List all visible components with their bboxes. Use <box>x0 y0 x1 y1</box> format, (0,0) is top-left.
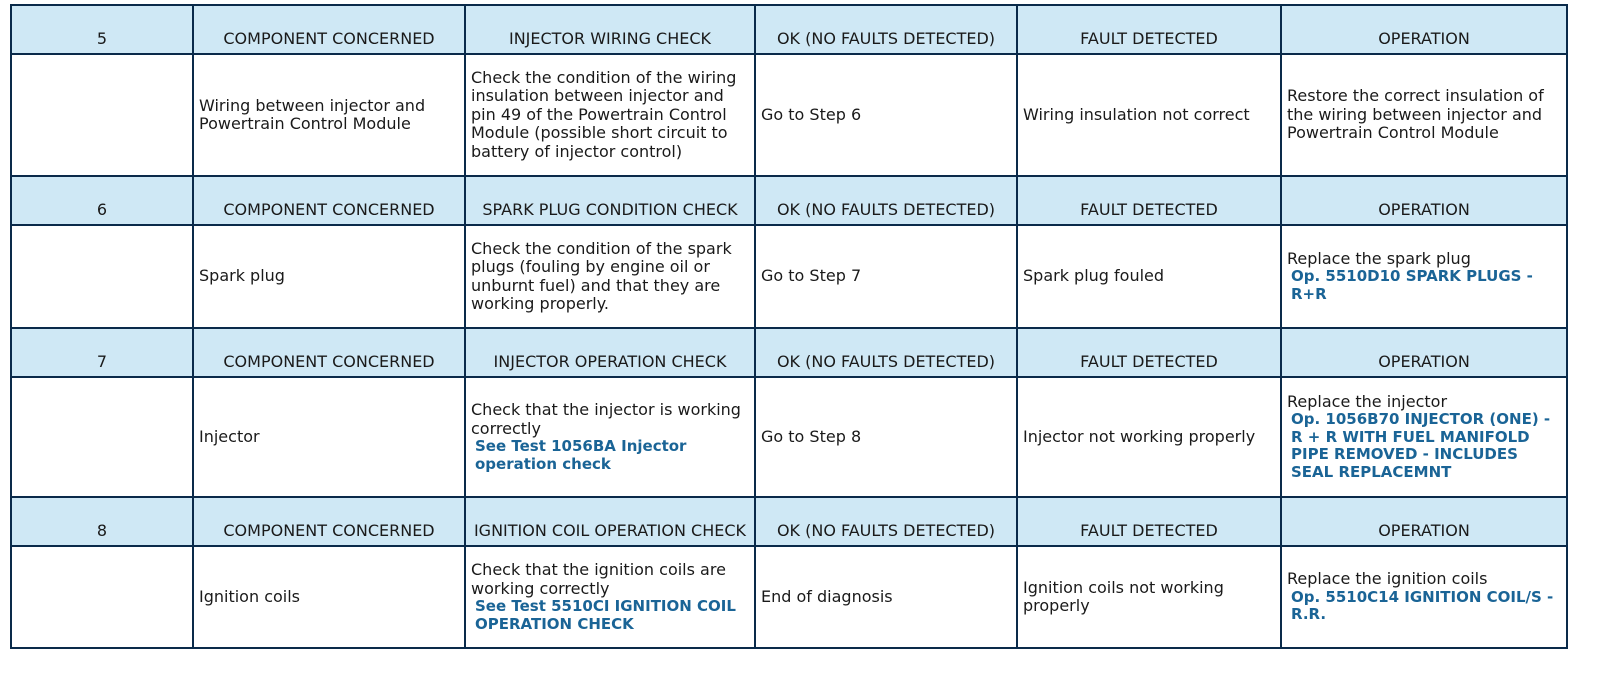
check-text: Check that the injector is working correctly <box>471 400 741 438</box>
ok-cell: Go to Step 6 <box>755 54 1017 176</box>
step-header-row <box>11 497 1567 546</box>
blank-cell <box>11 225 193 328</box>
ok-header: OK (NO FAULTS DETECTED) <box>755 497 1017 546</box>
operation-header: OPERATION <box>1281 5 1567 54</box>
check-text: Check the condition of the wiring insulation between injector and pin 49 of the Powertrain Control Module (possible short circuit to battery of injector control) <box>471 67 737 161</box>
operation-header: OPERATION <box>1281 176 1567 225</box>
operation-link[interactable]: Op. 5510C14 IGNITION COIL/S - R.R. <box>1291 587 1554 624</box>
step-number: 6 <box>11 176 193 225</box>
step-number: 8 <box>11 497 193 546</box>
operation-cell <box>1281 54 1567 176</box>
operation-cell <box>1281 546 1567 648</box>
operation-cell <box>1281 377 1567 497</box>
ok-cell: End of diagnosis <box>755 546 1017 648</box>
check-test-link[interactable]: See Test 1056BA Injector operation check <box>475 437 687 473</box>
operation-link[interactable]: Op. 5510D10 SPARK PLUGS - R+R <box>1291 267 1533 303</box>
component-header: COMPONENT CONCERNED <box>193 497 465 546</box>
step-detail-row <box>11 546 1567 648</box>
check-cell <box>465 54 755 176</box>
component-header: COMPONENT CONCERNED <box>193 176 465 225</box>
component-cell: Ignition coils <box>193 546 465 648</box>
step-detail-row <box>11 54 1567 176</box>
check-cell <box>465 225 755 328</box>
check-title: IGNITION COIL OPERATION CHECK <box>465 497 755 546</box>
check-cell <box>465 546 755 648</box>
step-number: 5 <box>11 5 193 54</box>
step-number: 7 <box>11 328 193 377</box>
check-title: INJECTOR WIRING CHECK <box>465 5 755 54</box>
fault-header: FAULT DETECTED <box>1017 5 1281 54</box>
component-header: COMPONENT CONCERNED <box>193 328 465 377</box>
check-cell <box>465 377 755 497</box>
ok-cell: Go to Step 8 <box>755 377 1017 497</box>
operation-text: Restore the correct insulation of the wiring between injector and Powertrain Control Module <box>1287 86 1544 143</box>
operation-cell <box>1281 225 1567 328</box>
blank-cell <box>11 377 193 497</box>
step-header-row <box>11 328 1567 377</box>
component-cell: Injector <box>193 377 465 497</box>
fault-header: FAULT DETECTED <box>1017 328 1281 377</box>
component-header: COMPONENT CONCERNED <box>193 5 465 54</box>
ok-header: OK (NO FAULTS DETECTED) <box>755 5 1017 54</box>
component-cell: Wiring between injector and Powertrain Control Module <box>193 54 465 176</box>
check-text: Check that the ignition coils are working correctly <box>471 560 726 598</box>
operation-text: Replace the spark plug <box>1287 248 1471 268</box>
fault-cell: Ignition coils not working properly <box>1017 546 1281 648</box>
ok-header: OK (NO FAULTS DETECTED) <box>755 328 1017 377</box>
check-title: INJECTOR OPERATION CHECK <box>465 328 755 377</box>
operation-text: Replace the ignition coils <box>1287 569 1488 589</box>
operation-link[interactable]: Op. 1056B70 INJECTOR (ONE) - R + R WITH FUEL MANIFOLD PIPE REMOVED - INCLUDES SEAL REPLACEMNT <box>1291 410 1551 481</box>
ok-cell: Go to Step 7 <box>755 225 1017 328</box>
fault-header: FAULT DETECTED <box>1017 497 1281 546</box>
operation-header: OPERATION <box>1281 328 1567 377</box>
ok-header: OK (NO FAULTS DETECTED) <box>755 176 1017 225</box>
diagnosis-table <box>10 4 1568 649</box>
step-header-row <box>11 5 1567 54</box>
operation-text: Replace the injector <box>1287 391 1448 411</box>
blank-cell <box>11 546 193 648</box>
fault-cell: Spark plug fouled <box>1017 225 1281 328</box>
check-text: Check the condition of the spark plugs (fouling by engine oil or unburnt fuel) and that they are working properly. <box>471 238 732 313</box>
fault-header: FAULT DETECTED <box>1017 176 1281 225</box>
fault-cell: Injector not working properly <box>1017 377 1281 497</box>
fault-cell: Wiring insulation not correct <box>1017 54 1281 176</box>
check-test-link[interactable]: See Test 5510CI IGNITION COIL OPERATION CHECK <box>475 597 736 633</box>
diagnosis-table-container <box>10 4 1568 649</box>
check-title: SPARK PLUG CONDITION CHECK <box>465 176 755 225</box>
blank-cell <box>11 54 193 176</box>
step-detail-row <box>11 377 1567 497</box>
operation-header: OPERATION <box>1281 497 1567 546</box>
step-header-row <box>11 176 1567 225</box>
component-cell: Spark plug <box>193 225 465 328</box>
step-detail-row <box>11 225 1567 328</box>
